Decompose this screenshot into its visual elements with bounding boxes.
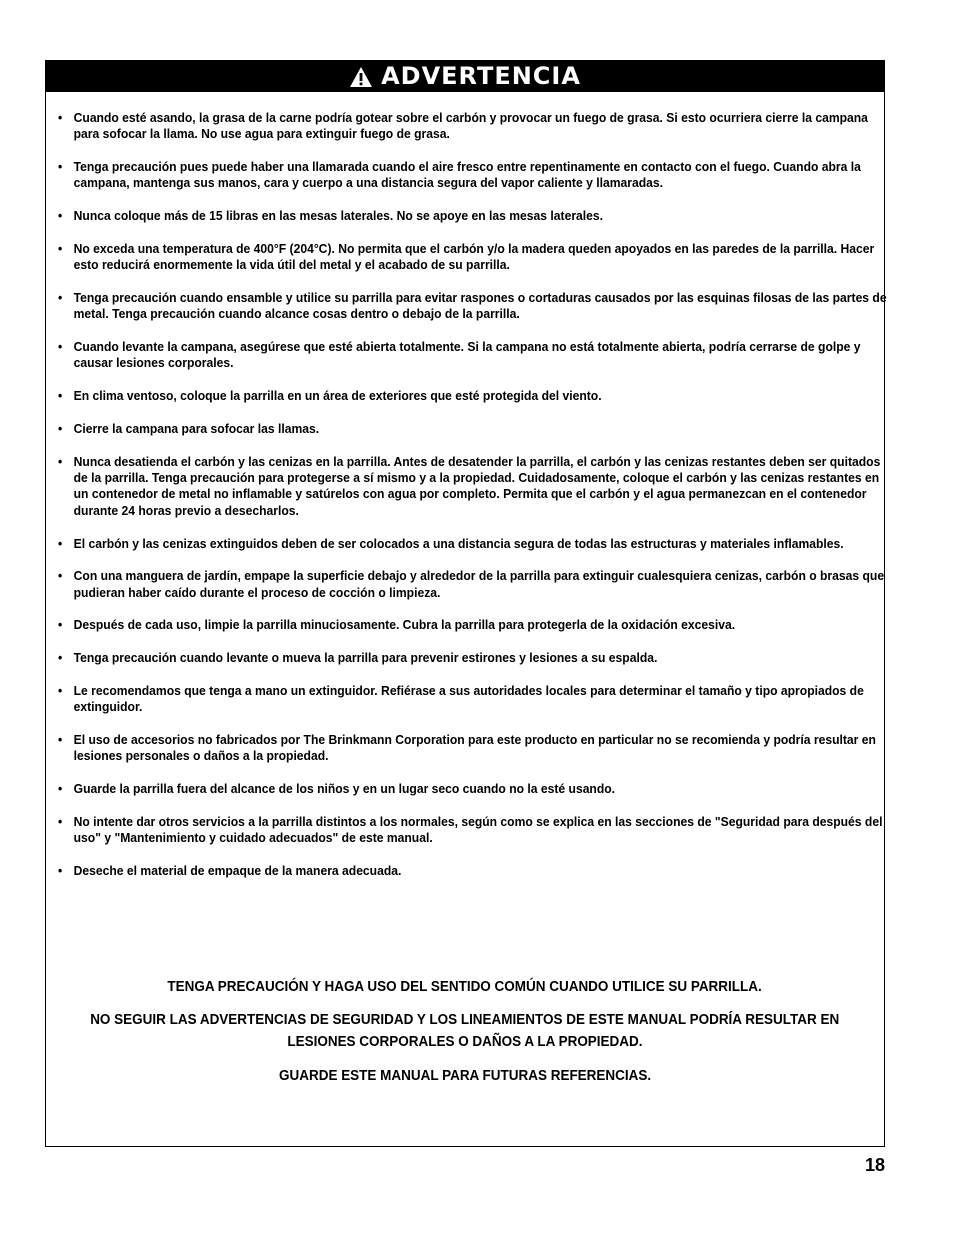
bullet: • [58,568,63,584]
warning-header [46,61,884,92]
warning-list-item-text: Tenga precaución cuando levante o mueva la parrilla para prevenir estirones y lesiones a su espalda. [73,650,658,666]
warning-list-item [58,863,892,879]
bullet: • [58,388,63,404]
warning-list-item-text: Cuando esté asando, la grasa de la carne podría gotear sobre el carbón y provocar un fuego de grasa. Si esto ocurriera cierre la campana para sofocar la llama. No use agua para extinguir fuego de grasa. [73,110,868,142]
warning-triangle-icon [349,66,373,88]
bullet: • [58,159,63,175]
warning-list-item [58,732,892,765]
warning-list-item-text: No intente dar otros servicios a la parrilla distintos a los normales, según como se explica en las secciones de "Seguridad para después del uso" y "Mantenimiento y cuidado adecuados" de este manual. [73,814,883,846]
warning-title: ADVERTENCIA [381,62,581,90]
warning-list-item [58,617,892,633]
page-number: 18 [864,1155,885,1175]
warning-list-item [58,388,892,404]
bullet: • [58,814,63,830]
warning-list-item-text: Deseche el material de empaque de la manera adecuada. [73,863,402,879]
warning-list-item-text: Tenga precaución pues puede haber una llamarada cuando el aire fresco entre repentinamente en contacto con el fuego. Cuando abra la campana, mantenga sus manos, cara y cuerpo a una distancia segura del vapor caliente y llamaradas. [73,159,861,191]
warning-list-item-text: Cuando levante la campana, asegúrese que esté abierta totalmente. Si la campana no está totalmente abierta, podría cerrarse de golpe y causar lesiones corporales. [73,339,861,371]
closing-line-consequence: NO SEGUIR LAS ADVERTENCIAS DE SEGURIDAD Y LOS LINEAMIENTOS DE ESTE MANUAL PODRÍA RESULTAR EN LESIONES CORPORALES O DAÑOS A LA PROPIEDAD. [90,1012,840,1050]
bullet: • [58,110,63,125]
bullet: • [58,781,63,797]
closing-line-caution: TENGA PRECAUCIÓN Y HAGA USO DEL SENTIDO COMÚN CUANDO UTILICE SU PARRILLA. [167,979,763,995]
warning-list-item-text: El uso de accesorios no fabricados por The Brinkmann Corporation para este producto en particular no se recomienda y podría resultar en lesiones personales o daños a la propiedad. [73,732,876,764]
warning-list-item [58,454,892,519]
warning-list-item-text: Con una manguera de jardín, empape la superficie debajo y alrededor de la parrilla para extinguir cualesquiera cenizas, carbón o brasas que pudieran haber caído durante el proceso de cocción o limpieza. [73,568,885,600]
warning-list-item-text: Tenga precaución cuando ensamble y utilice su parrilla para evitar raspones o cortaduras causados por las esquinas filosas de las partes de metal. Tenga precaución cuando alcance cosas dentro o debajo de la parrilla. [73,290,887,322]
warning-list-item [58,241,892,274]
warning-list [58,110,887,896]
warning-list-item-text: Nunca desatienda el carbón y las cenizas en la parrilla. Antes de desatender la parrilla, el carbón y las cenizas restantes deben ser quitados de la parrilla. Tenga precaución para protegerse a sí mismo y a la propiedad. Cuidadosamente, coloque el carbón y las cenizas restantes en un contenedor de metal no inflamable y satúrelos con agua por completo. Permita que el carbón y el agua permanezcan en el contenedor durante 24 horas previo a desecharlos. [73,453,881,518]
closing-line-keep-manual: GUARDE ESTE MANUAL PARA FUTURAS REFERENCIAS. [278,1068,652,1084]
bullet: • [58,339,63,355]
warning-list-item [58,159,892,192]
bullet: • [58,535,63,551]
bullet: • [58,240,63,256]
warning-list-item [58,110,892,143]
bullet: • [58,290,63,306]
bullet: • [58,683,63,699]
warning-list-item [58,814,892,847]
warning-list-item-text: Nunca coloque más de 15 libras en las mesas laterales. No se apoye en las mesas laterales. [73,208,604,224]
bullet: • [58,453,63,469]
warning-list-item-text: Cierre la campana para sofocar las llamas. [73,421,320,437]
bullet: • [58,421,63,437]
warning-list-item-text: No exceda una temperatura de 400°F (204°C). No permita que el carbón y/o la madera queden apoyados en las paredes de la parrilla. Hacer esto reducirá enormemente la vida útil del metal y el acabado de su parrilla. [73,240,875,273]
bullet: • [58,650,63,666]
warning-list-item-text: Le recomendamos que tenga a mano un extinguidor. Refiérase a sus autoridades locales para determinar el tamaño y tipo apropiados de extinguidor. [73,683,864,715]
bullet: • [58,208,63,224]
warning-list-item-text: En clima ventoso, coloque la parrilla en un área de exteriores que esté protegida del viento. [73,388,602,404]
warning-list-item [58,208,892,224]
bullet: • [58,863,63,879]
warning-list-item-text: Después de cada uso, limpie la parrilla minuciosamente. Cubra la parrilla para protegerla de la oxidación excesiva. [73,617,736,633]
warning-list-item [58,339,892,372]
warning-list-item [58,683,892,716]
warning-list-item [58,781,892,797]
warning-list-item [58,650,892,666]
warning-list-item [58,568,892,601]
warning-list-item [58,421,892,437]
warning-list-item [58,290,892,323]
bullet: • [58,617,63,633]
warning-list-item [58,536,892,552]
warning-box [45,60,885,1147]
warning-list-item-text: Guarde la parrilla fuera del alcance de los niños y en un lugar seco cuando no la esté usando. [73,781,616,797]
bullet: • [58,732,63,748]
warning-list-item-text: El carbón y las cenizas extinguidos deben de ser colocados a una distancia segura de todas las estructuras y materiales inflamables. [73,535,844,551]
